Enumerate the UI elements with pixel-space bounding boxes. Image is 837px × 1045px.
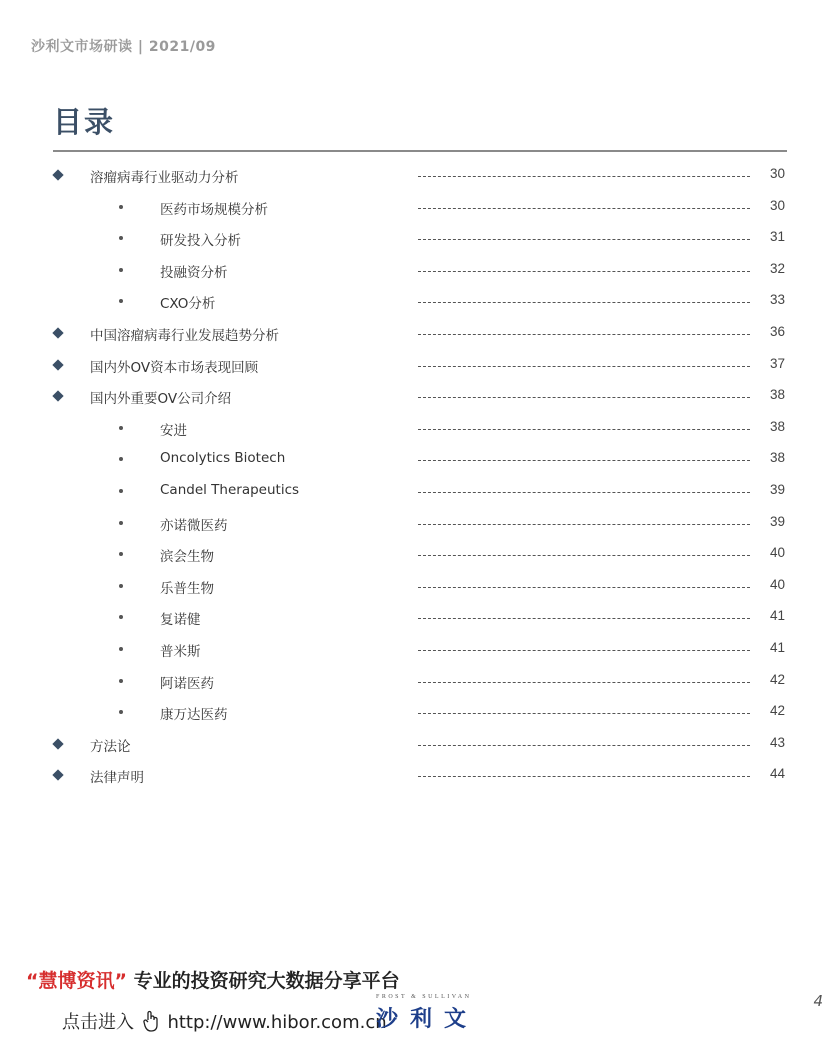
dotted-leader <box>418 682 750 683</box>
toc-subsection-row[interactable] <box>0 192 837 224</box>
promo-text: 专业的投资研究大数据分享平台 <box>133 970 400 992</box>
dotted-leader <box>418 650 750 651</box>
toc-page-number: 44 <box>769 766 785 782</box>
toc-subsection-row[interactable] <box>0 666 837 698</box>
dotted-leader <box>418 397 750 398</box>
dot-bullet-icon <box>119 710 123 714</box>
dot-bullet-icon <box>119 457 123 461</box>
dotted-leader <box>418 776 750 777</box>
toc-page-number: 41 <box>769 639 785 655</box>
toc-subsection-row[interactable] <box>0 634 837 666</box>
promo-brand: “慧博资讯” <box>26 970 127 992</box>
diamond-bullet-icon <box>52 327 63 338</box>
dotted-leader <box>418 429 750 430</box>
dotted-leader <box>418 745 750 746</box>
toc-entry-label: 医药市场规模分析 <box>160 201 268 218</box>
toc-page-number: 41 <box>769 608 785 624</box>
dotted-leader <box>418 302 750 303</box>
toc-section-row[interactable] <box>0 381 837 413</box>
toc-page-number: 38 <box>769 418 785 434</box>
dotted-leader <box>418 366 750 367</box>
toc-entry-label: 亦诺微医药 <box>160 517 228 534</box>
toc-entry-label: 阿诺医药 <box>160 675 214 692</box>
dot-bullet-icon <box>119 205 123 209</box>
document-header: 沙利文市场研读 | 2021/09 <box>31 39 216 55</box>
dot-bullet-icon <box>119 521 123 525</box>
logo-chinese: 沙利文 <box>376 1007 479 1032</box>
toc-subsection-row[interactable] <box>0 476 837 508</box>
dotted-leader <box>418 208 750 209</box>
toc-page-number: 43 <box>769 734 785 750</box>
dot-bullet-icon <box>119 268 123 272</box>
toc-entry-label: 滨会生物 <box>160 549 214 566</box>
toc-section-row[interactable] <box>0 760 837 792</box>
toc-subsection-row[interactable] <box>0 571 837 603</box>
dotted-leader <box>418 713 750 714</box>
toc-page-number: 38 <box>769 450 785 466</box>
toc-page-number: 30 <box>769 197 785 213</box>
toc-subsection-row[interactable] <box>0 255 837 287</box>
toc-page-number: 37 <box>769 355 785 371</box>
pointer-hand-icon <box>143 1010 159 1032</box>
diamond-bullet-icon <box>52 770 63 781</box>
toc-page-number: 30 <box>769 166 785 181</box>
toc-page-number: 40 <box>769 576 785 592</box>
dotted-leader <box>418 334 750 335</box>
logo-english: FROST & SULLIVAN <box>376 994 472 1000</box>
dotted-leader <box>418 555 750 556</box>
toc-entry-label: 方法论 <box>90 738 131 755</box>
toc-entry-label: 法律声明 <box>90 770 144 787</box>
table-of-contents <box>0 160 837 792</box>
diamond-bullet-icon <box>52 738 63 749</box>
dotted-leader <box>418 524 750 525</box>
toc-page-number: 42 <box>769 703 785 719</box>
toc-section-row[interactable] <box>0 318 837 350</box>
toc-page-number: 42 <box>769 671 785 687</box>
dotted-leader <box>418 271 750 272</box>
dot-bullet-icon <box>119 426 123 430</box>
toc-page-number: 36 <box>769 323 785 339</box>
toc-section-row[interactable] <box>0 350 837 382</box>
link-line <box>62 1008 387 1034</box>
toc-entry-label: 普米斯 <box>160 643 201 660</box>
dotted-leader <box>418 618 750 619</box>
dotted-leader <box>418 587 750 588</box>
promo-line <box>26 966 400 993</box>
link-prefix: 点击进入 <box>62 1012 134 1033</box>
diamond-bullet-icon <box>52 169 63 180</box>
toc-entry-label: Candel Therapeutics <box>160 481 300 498</box>
toc-page-number: 39 <box>769 513 785 529</box>
toc-entry-label: CXO分析 <box>160 296 216 313</box>
dotted-leader <box>418 460 750 461</box>
toc-subsection-row[interactable] <box>0 697 837 729</box>
dot-bullet-icon <box>119 615 123 619</box>
toc-page-number: 33 <box>769 292 785 308</box>
toc-page-number: 39 <box>769 481 785 497</box>
dotted-leader <box>418 176 750 177</box>
toc-subsection-row[interactable] <box>0 508 837 540</box>
title-divider <box>53 150 787 152</box>
page-title: 目录 <box>53 105 116 139</box>
toc-subsection-row[interactable] <box>0 286 837 318</box>
toc-page-number: 32 <box>769 260 785 276</box>
dot-bullet-icon <box>119 236 123 240</box>
toc-entry-label: Oncolytics Biotech <box>160 450 286 467</box>
toc-entry-label: 国内外重要OV公司介绍 <box>90 391 232 408</box>
diamond-bullet-icon <box>52 390 63 401</box>
dot-bullet-icon <box>119 299 123 303</box>
dot-bullet-icon <box>119 489 123 493</box>
dot-bullet-icon <box>119 552 123 556</box>
dotted-leader <box>418 239 750 240</box>
toc-page-number: 38 <box>769 387 785 403</box>
dot-bullet-icon <box>119 679 123 683</box>
toc-subsection-row[interactable] <box>0 413 837 445</box>
toc-entry-label: 安进 <box>160 422 187 439</box>
toc-entry-label: 复诺健 <box>160 612 201 629</box>
toc-entry-label: 中国溶瘤病毒行业发展趋势分析 <box>90 327 279 344</box>
toc-subsection-row[interactable] <box>0 602 837 634</box>
toc-page-number: 40 <box>769 545 785 561</box>
toc-entry-label: 溶瘤病毒行业驱动力分析 <box>90 170 239 186</box>
hibor-link[interactable]: http://www.hibor.com.cn <box>167 1012 387 1033</box>
dot-bullet-icon <box>119 647 123 651</box>
toc-section-row[interactable] <box>0 160 837 192</box>
toc-subsection-row[interactable] <box>0 223 837 255</box>
toc-entry-label: 康万达医药 <box>160 707 228 724</box>
toc-section-row[interactable] <box>0 729 837 761</box>
footer-promo <box>26 966 486 1036</box>
toc-entry-label: 国内外OV资本市场表现回顾 <box>90 359 259 376</box>
toc-page-number: 31 <box>769 229 785 245</box>
dotted-leader <box>418 492 750 493</box>
toc-subsection-row[interactable] <box>0 539 837 571</box>
toc-subsection-row[interactable] <box>0 444 837 476</box>
page-number: 4 <box>813 992 823 1010</box>
toc-entry-label: 乐普生物 <box>160 580 214 597</box>
diamond-bullet-icon <box>52 359 63 370</box>
frost-sullivan-logo <box>376 994 478 1033</box>
toc-entry-label: 研发投入分析 <box>160 233 241 250</box>
toc-entry-label: 投融资分析 <box>160 264 228 281</box>
dot-bullet-icon <box>119 584 123 588</box>
